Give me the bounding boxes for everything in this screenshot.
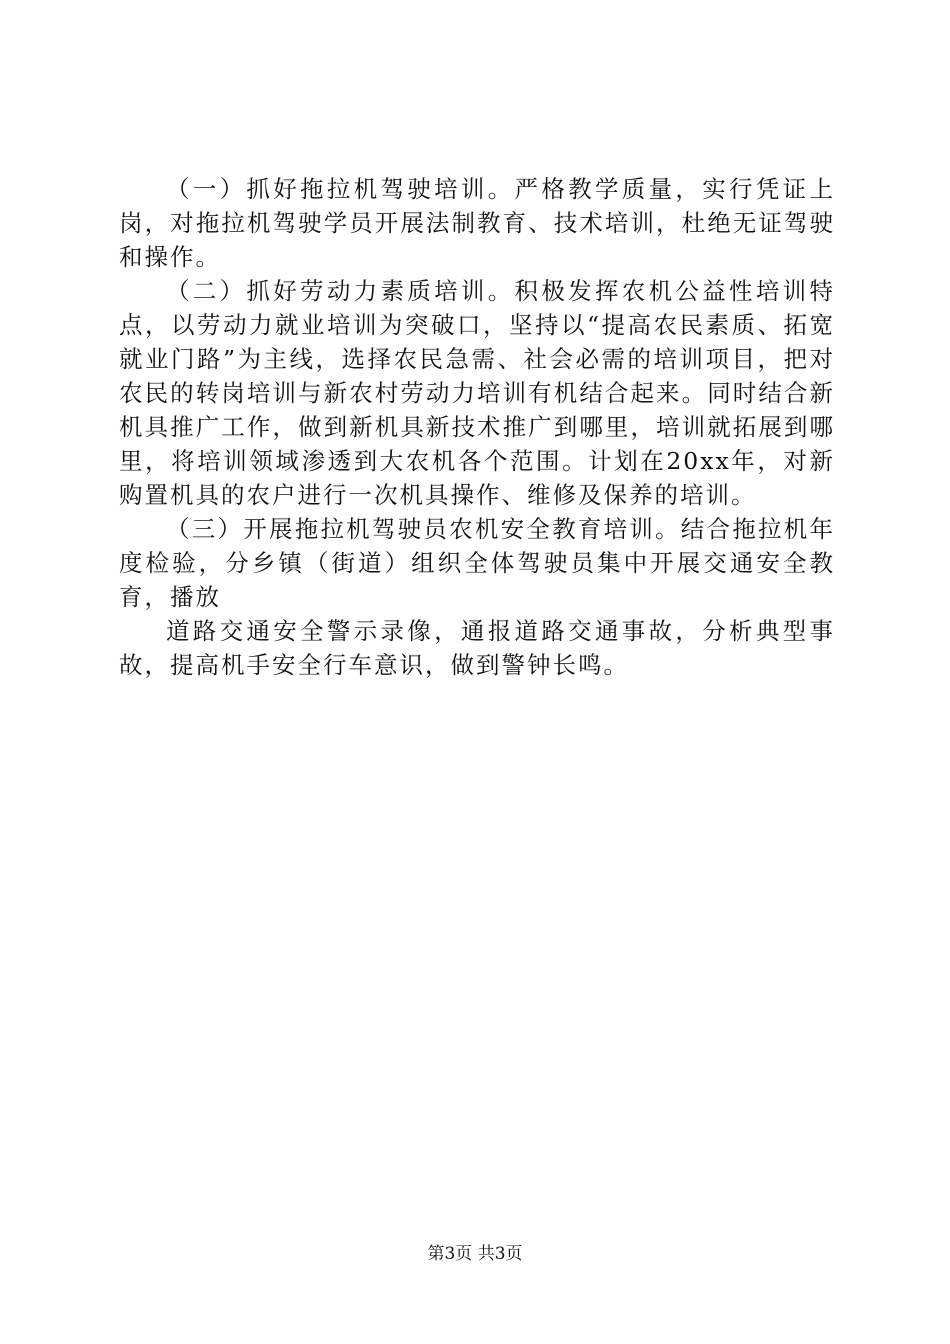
paragraph-traffic-safety-video: 道路交通安全警示录像，通报道路交通事故，分析典型事故，提高机手安全行车意识，做到警钟长鸣。 <box>119 617 835 679</box>
page-number-footer: 第3页 共3页 <box>427 1244 523 1264</box>
paragraph-safety-education-training: （三）开展拖拉机驾驶员农机安全教育培训。结合拖拉机年度检验，分乡镇（街道）组织全体驾驶员集中开展交通安全教育，播放 <box>119 515 835 611</box>
paragraph-tractor-driving-training: （一）抓好拖拉机驾驶培训。严格教学质量，实行凭证上岗，对拖拉机驾驶学员开展法制教育、技术培训，杜绝无证驾驶和操作。 <box>119 175 835 271</box>
paragraph-labor-quality-training: （二）抓好劳动力素质培训。积极发挥农机公益性培训特点，以劳动力就业培训为突破口，坚持以“提高农民素质、拓宽就业门路”为主线，选择农民急需、社会必需的培训项目，把对农民的转岗培训与新农村劳动力培训有机结合起来。同时结合新机具推广工作，做到新机具新技术推广到哪里，培训就拓展到哪里，将培训领域渗透到大农机各个范围。计划在20xx年，对新购置机具的农户进行一次机具操作、维修及保养的培训。 <box>119 277 835 509</box>
document-body <box>119 172 835 682</box>
